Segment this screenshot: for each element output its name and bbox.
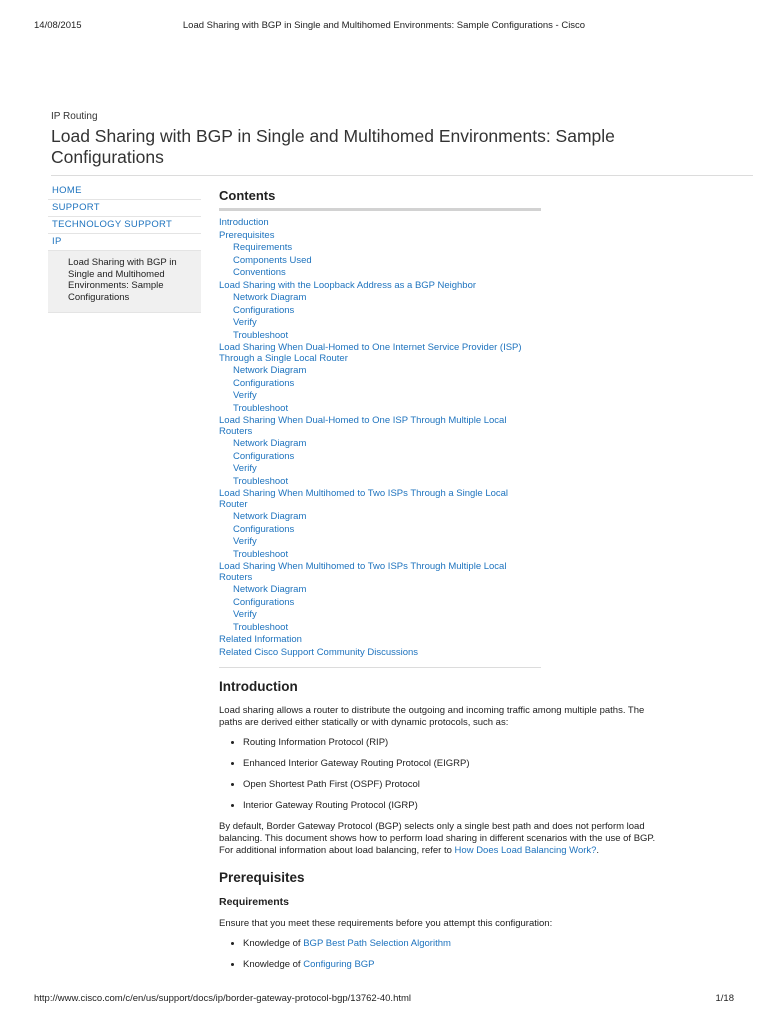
toc-configurations[interactable]: Configurations — [233, 377, 295, 389]
load-balancing-paragraph — [219, 821, 669, 857]
toc-verify[interactable]: Verify — [233, 390, 257, 401]
toc-network-diagram[interactable]: Network Diagram — [233, 584, 307, 595]
toc-troubleshoot[interactable]: Troubleshoot — [233, 402, 289, 414]
article-body — [219, 678, 669, 980]
requirement-prefix: Knowledge of — [243, 959, 304, 970]
list-item — [243, 938, 669, 950]
protocol-list — [219, 737, 669, 812]
toc-related-community-discussions[interactable]: Related Cisco Support Community Discussions — [219, 646, 419, 658]
toc-multihomed-single-router-section[interactable]: Load Sharing When Multihomed to Two ISPs Through a Single Local Router — [219, 488, 509, 510]
nav-item-home[interactable]: HOME — [48, 183, 201, 200]
toc-dual-homed-single-router-section[interactable]: Load Sharing When Dual-Homed to One Internet Service Provider (ISP) Through a Single Local Router — [219, 342, 522, 364]
requirements-intro: Ensure that you meet these requirements before you attempt this configuration: — [219, 918, 553, 929]
contents-divider — [219, 208, 541, 211]
list-item: • Interior Gateway Routing Protocol (IGRP) — [243, 800, 669, 812]
toc-related-information[interactable]: Related Information — [219, 634, 302, 645]
prerequisites-heading: Prerequisites — [219, 870, 305, 885]
list-item — [243, 959, 669, 971]
toc-prerequisites[interactable]: Prerequisites — [219, 229, 275, 241]
toc-components-used[interactable]: Components Used — [233, 254, 312, 266]
toc-verify[interactable]: Verify — [233, 609, 257, 620]
toc-divider — [219, 667, 541, 668]
breadcrumb: IP Routing — [51, 111, 98, 122]
nav-item-technology-support[interactable]: TECHNOLOGY SUPPORT — [48, 217, 201, 234]
introduction-paragraph: Load sharing allows a router to distribute the outgoing and incoming traffic among multiple paths. The paths are derived either statically or with dynamic protocols, such as: — [219, 705, 645, 728]
toc-introduction[interactable]: Introduction — [219, 217, 269, 228]
toc-configurations[interactable]: Configurations — [233, 596, 295, 608]
toc-network-diagram[interactable]: Network Diagram — [233, 365, 307, 376]
list-item: • Routing Information Protocol (RIP) — [243, 737, 669, 749]
title-divider — [51, 175, 753, 176]
toc-conventions[interactable]: Conventions — [233, 267, 286, 278]
toc-configurations[interactable]: Configurations — [233, 304, 295, 316]
left-nav — [48, 183, 201, 313]
load-balancing-link[interactable]: How Does Load Balancing Work? — [454, 845, 597, 856]
contents-heading: Contents — [219, 188, 276, 203]
toc-troubleshoot[interactable]: Troubleshoot — [233, 548, 289, 560]
requirements-heading: Requirements — [219, 896, 290, 908]
toc-dual-homed-multiple-routers-section[interactable]: Load Sharing When Dual-Homed to One ISP Through Multiple Local Routers — [219, 415, 507, 437]
page-title: Load Sharing with BGP in Single and Multihomed Environments: Sample Configurations — [51, 126, 615, 167]
toc-network-diagram[interactable]: Network Diagram — [233, 292, 307, 303]
nav-item-ip[interactable]: IP — [48, 234, 201, 251]
toc-verify[interactable]: Verify — [233, 463, 257, 474]
toc-configurations[interactable]: Configurations — [233, 450, 295, 462]
toc-requirements[interactable]: Requirements — [233, 242, 293, 253]
toc-verify[interactable]: Verify — [233, 536, 257, 547]
toc-multihomed-multiple-routers-section[interactable]: Load Sharing When Multihomed to Two ISPs Through Multiple Local Routers — [219, 561, 507, 583]
toc-troubleshoot[interactable]: Troubleshoot — [233, 621, 289, 633]
print-date: 14/08/2015 — [34, 20, 82, 31]
toc-loopback-section[interactable]: Load Sharing with the Loopback Address as a BGP Neighbor — [219, 279, 477, 291]
list-item: • Open Shortest Path First (OSPF) Protocol — [243, 779, 669, 791]
toc-network-diagram[interactable]: Network Diagram — [233, 438, 307, 449]
print-page-number: 1/18 — [715, 993, 734, 1004]
paragraph-text: By default, Border Gateway Protocol (BGP) selects only a single best path and does not perform load balancing. This document shows how to perform load sharing in different scenarios with the use of BGP. For additional information about load balancing, refer to — [219, 821, 656, 856]
print-url: http://www.cisco.com/c/en/us/support/docs/ip/border-gateway-protocol-bgp/13762-40.html — [34, 993, 412, 1004]
toc-network-diagram[interactable]: Network Diagram — [233, 511, 307, 522]
table-of-contents — [219, 216, 549, 658]
configuring-bgp-link[interactable]: Configuring BGP — [303, 959, 375, 970]
nav-current-page: Load Sharing with BGP in Single and Multihomed Environments: Sample Configurations — [48, 251, 201, 313]
bgp-best-path-link[interactable]: BGP Best Path Selection Algorithm — [303, 938, 451, 949]
print-doc-title: Load Sharing with BGP in Single and Multihomed Environments: Sample Configurations - Cisco — [182, 20, 586, 31]
print-header — [34, 20, 734, 34]
toc-troubleshoot[interactable]: Troubleshoot — [233, 475, 289, 487]
requirements-list — [219, 938, 669, 971]
requirement-prefix: Knowledge of — [243, 938, 304, 949]
introduction-heading: Introduction — [219, 679, 298, 694]
nav-item-support[interactable]: SUPPORT — [48, 200, 201, 217]
toc-configurations[interactable]: Configurations — [233, 523, 295, 535]
toc-verify[interactable]: Verify — [233, 317, 257, 328]
paragraph-end: . — [596, 845, 600, 856]
toc-troubleshoot[interactable]: Troubleshoot — [233, 329, 289, 341]
list-item: • Enhanced Interior Gateway Routing Protocol (EIGRP) — [243, 758, 669, 770]
print-footer — [34, 993, 734, 1007]
